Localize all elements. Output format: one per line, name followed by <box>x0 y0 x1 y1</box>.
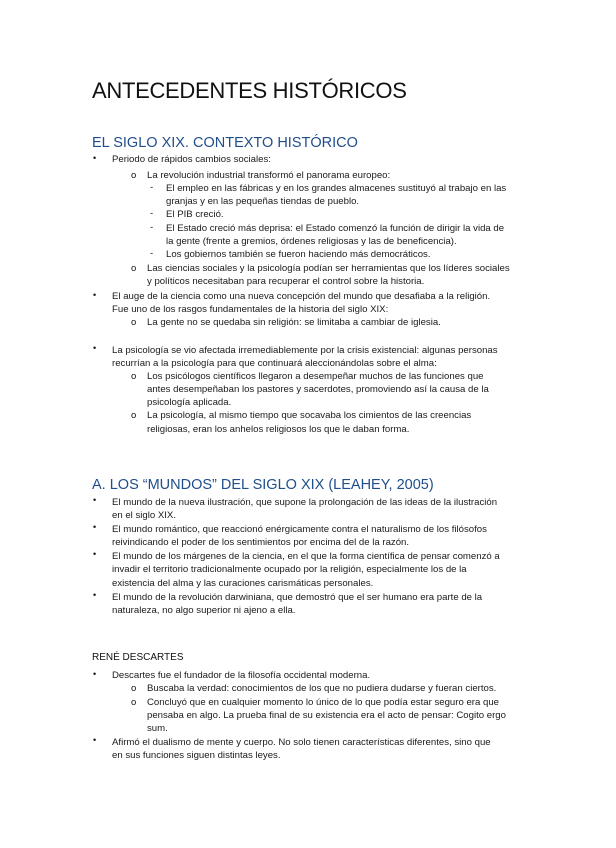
text-line: Los gobiernos también se fueron haciendo más democráticos. <box>166 249 431 260</box>
text-line: Fue uno de los rasgos fundamentales de la historia del siglo XIX: <box>112 304 389 315</box>
bullet-circle: o <box>131 371 137 382</box>
bullet-circle: o <box>131 317 137 328</box>
text-line: La psicología se vio afectada irremediablemente por la crisis existencial: algunas personas <box>112 345 498 356</box>
text-line: granjas y en las pequeñas tiendas de pueblo. <box>166 196 360 207</box>
text-line: la gente (frente a gremios, órdenes religiosas y las de beneficencia). <box>166 236 457 247</box>
text-line: La psicología, al mismo tiempo que socavaba los cimientos de las creencias <box>147 410 472 421</box>
text-line: El mundo de los márgenes de la ciencia, en el que la forma científica de pensar comenzó a <box>112 551 500 562</box>
section-heading-siglo-xix: EL SIGLO XIX. CONTEXTO HISTÓRICO <box>92 135 358 151</box>
text-line: Descartes fue el fundador de la filosofía occidental moderna. <box>112 670 371 681</box>
text-line: Buscaba la verdad: conocimientos de los que no pudiera dudarse y fueran ciertos. <box>147 683 497 694</box>
text-line: La gente no se quedaba sin religión: se limitaba a cambiar de iglesia. <box>147 317 441 328</box>
bullet-disc: • <box>93 590 97 600</box>
text-line: El empleo en las fábricas y en los grandes almacenes sustituyó al trabajo en las <box>166 183 507 194</box>
bullet-circle: o <box>131 170 137 181</box>
bullet-circle: o <box>131 683 137 694</box>
text-line: Concluyó que en cualquier momento lo único de lo que podía estar seguro era que <box>147 697 500 708</box>
text-line: El Estado creció más deprisa: el Estado comenzó la función de dirigir la vida de <box>166 223 505 234</box>
text-line: religiosas, eran los anhelos religiosos los que le daban forma. <box>147 424 410 435</box>
text-line: La revolución industrial transformó el panorama europeo: <box>147 170 391 181</box>
bullet-circle: o <box>131 263 137 274</box>
bullet-dash: - <box>150 208 154 219</box>
section-heading-descartes: RENÉ DESCARTES <box>92 652 184 663</box>
bullet-disc: • <box>93 735 97 745</box>
text-line: antes desempeñaban los pastores y sacerdotes, promoviendo así la causa de la <box>147 384 489 395</box>
bullet-disc: • <box>93 495 97 505</box>
bullet-disc: • <box>93 343 97 353</box>
text-line: El PIB creció. <box>166 209 224 220</box>
text-line: El auge de la ciencia como una nueva concepción del mundo que desafiaba a la religión. <box>112 291 491 302</box>
text-line: en el siglo XIX. <box>112 510 176 521</box>
text-line: recurrían a la psicología para que continuará aleccionándolas sobre el alma: <box>112 358 437 369</box>
text-line: reivindicando el poder de los sentimientos por encima del de la razón. <box>112 537 410 548</box>
text-line: El mundo de la nueva ilustración, que supone la prolongación de las ideas de la ilustración <box>112 497 498 508</box>
text-line: Periodo de rápidos cambios sociales: <box>112 154 271 165</box>
text-line: invadir el territorio tradicionalmente ocupado por la religión, especialmente los de la <box>112 564 467 575</box>
bullet-disc: • <box>93 153 97 163</box>
text-line: y políticos necesitaban para recuperar el control sobre la historia. <box>147 276 425 287</box>
bullet-dash: - <box>150 222 154 233</box>
bullet-disc: • <box>93 549 97 559</box>
text-line: en sus funciones siguen distintas leyes. <box>112 750 281 761</box>
bullet-circle: o <box>131 410 137 421</box>
bullet-disc: • <box>93 290 97 300</box>
bullet-dash: - <box>150 182 154 193</box>
text-line: sum. <box>147 723 168 734</box>
text-line: naturaleza, no algo superior ni ajeno a ella. <box>112 605 296 616</box>
text-line: Las ciencias sociales y la psicología podían ser herramientas que los líderes sociales <box>147 263 510 274</box>
page-title: ANTECEDENTES HISTÓRICOS <box>92 78 407 103</box>
text-line: El mundo romántico, que reaccionó enérgicamente contra el naturalismo de los filósofos <box>112 524 487 535</box>
bullet-disc: • <box>93 669 97 679</box>
text-line: Afirmó el dualismo de mente y cuerpo. No solo tienen características diferentes, sino que <box>112 737 491 748</box>
text-line: Los psicólogos científicos llegaron a desempeñar muchos de las funciones que <box>147 371 484 382</box>
text-line: pensaba en algo. La prueba final de su existencia era el acto de pensar: Cogito ergo <box>147 710 506 721</box>
bullet-circle: o <box>131 697 137 708</box>
text-line: El mundo de la revolución darwiniana, que demostró que el ser humano era parte de la <box>112 592 483 603</box>
bullet-disc: • <box>93 522 97 532</box>
bullet-dash: - <box>150 248 154 259</box>
section-heading-mundos: A. LOS “MUNDOS” DEL SIGLO XIX (LEAHEY, 2005) <box>92 477 434 493</box>
text-line: psicología aplicada. <box>147 397 232 408</box>
text-line: existencia del alma y las curaciones carismáticas personales. <box>112 578 374 589</box>
